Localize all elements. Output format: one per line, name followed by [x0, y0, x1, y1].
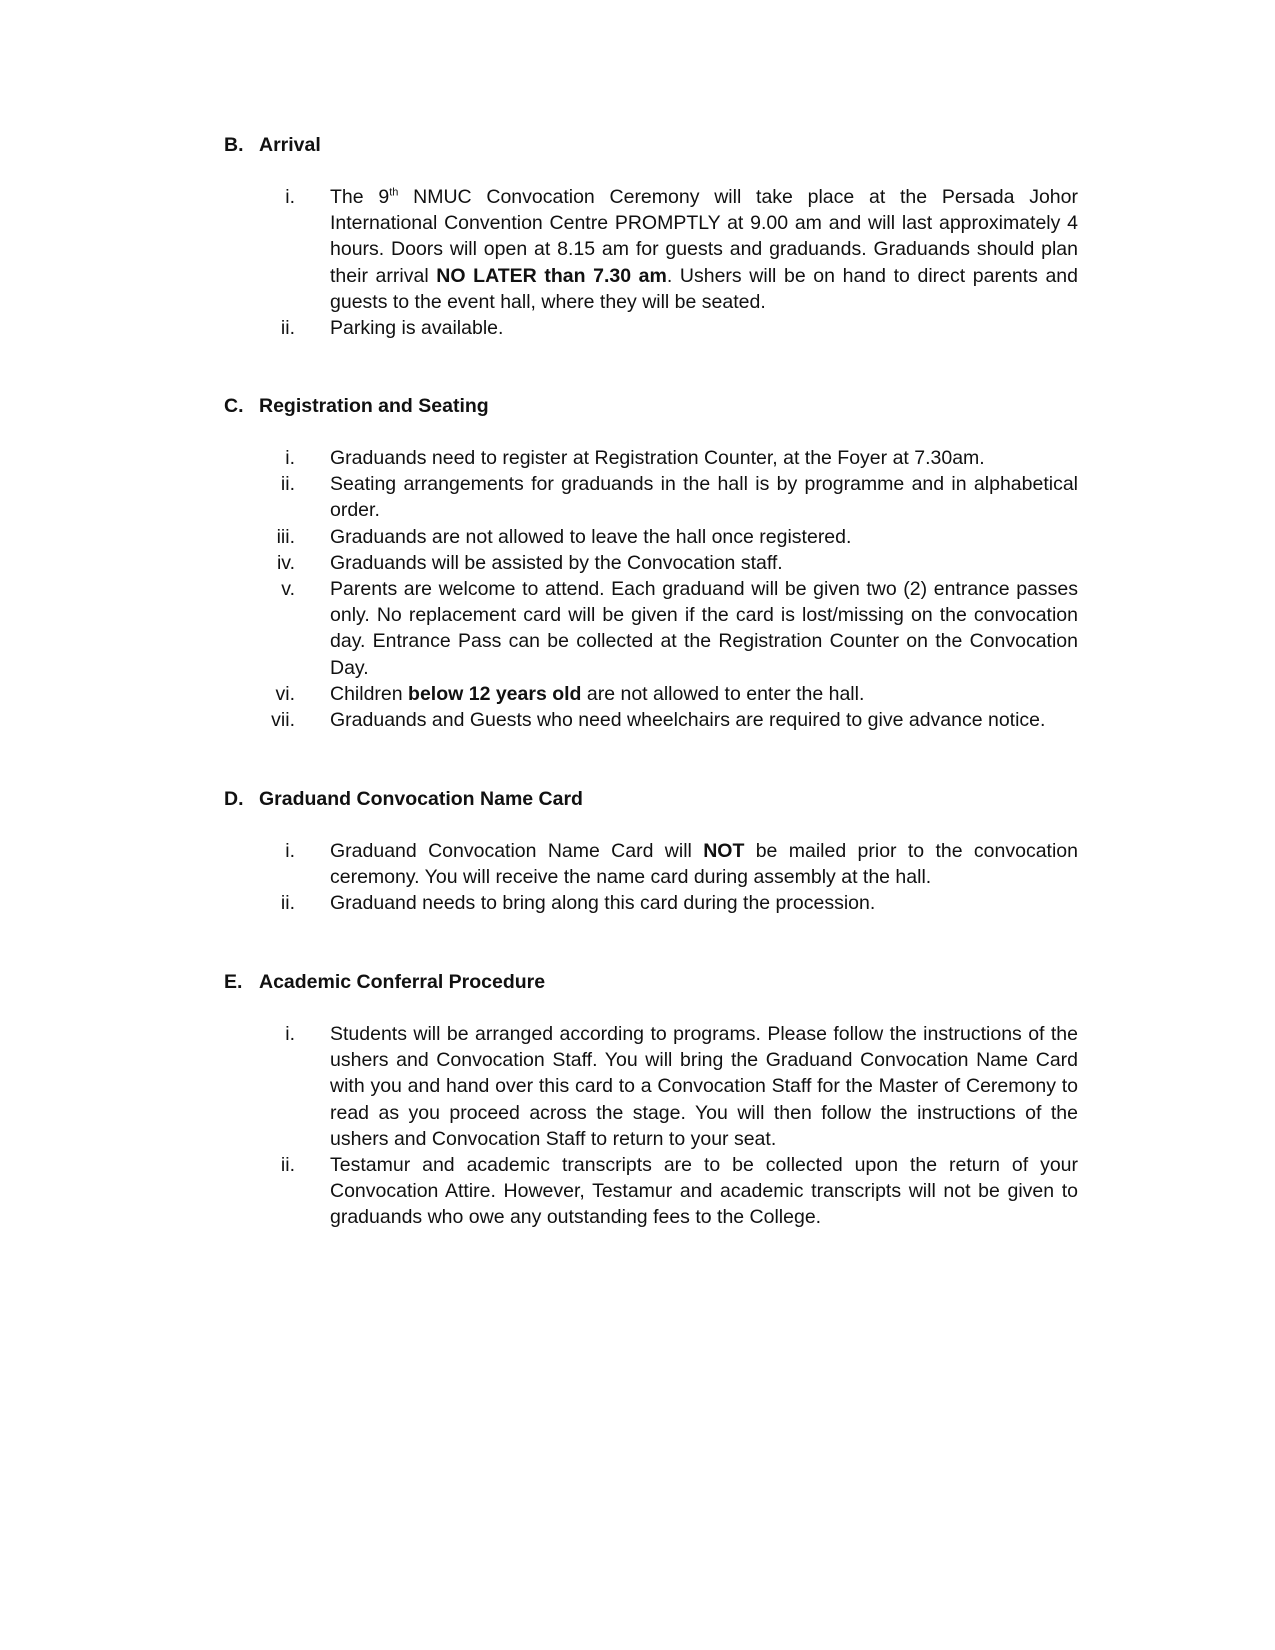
section-title: Arrival — [259, 134, 321, 156]
list-item — [224, 184, 1084, 315]
section-arrival — [224, 132, 1084, 341]
list-item-number: iv. — [276, 551, 295, 574]
section-heading — [224, 786, 1084, 812]
text-run: Graduands need to register at Registration Counter, at the Foyer at 7.30am. — [330, 447, 985, 469]
list-item-number: i. — [285, 447, 295, 469]
text-run: Graduand needs to bring along this card during the procession. — [330, 892, 876, 915]
list-item-number: ii. — [280, 317, 295, 340]
list-item — [224, 707, 1084, 733]
list-item — [224, 1152, 1084, 1231]
list-item — [224, 838, 1084, 890]
list-item-number: i. — [285, 186, 295, 208]
text-run: Parking is available. — [330, 317, 504, 340]
text-run: Graduands are not allowed to leave the hall once registered. — [330, 525, 852, 548]
list-item-number: iii. — [276, 525, 295, 548]
section-registration-seating — [224, 393, 1084, 733]
list-item-number: ii. — [280, 1154, 295, 1177]
text-run: The 9 — [330, 186, 390, 208]
item-list — [224, 184, 1084, 341]
text-run: Children — [330, 682, 409, 705]
list-item-text — [330, 1152, 1078, 1231]
list-item-number: i. — [285, 840, 295, 862]
section-title: Graduand Convocation Name Card — [259, 788, 583, 810]
section-academic-conferral — [224, 969, 1084, 1231]
list-item-number: ii. — [280, 892, 295, 915]
list-item — [224, 550, 1084, 576]
list-item — [224, 445, 1084, 471]
list-item-number: ii. — [280, 473, 295, 496]
text-run: . Ushers will be on hand to direct parents and guests to the event hall, where they will be seated. — [330, 264, 1078, 313]
text-run: Parents are welcome to attend. Each graduand will be given two (2) entrance passes only. No replacement card will be given if the card is lost/missing on the convocation day. Entrance Pass can be collected at the Registration Counter on the Convocation Day. — [330, 578, 1078, 679]
item-list — [224, 1021, 1084, 1231]
list-item-text — [330, 550, 1078, 576]
bold-text: below 12 years old — [408, 682, 582, 705]
list-item-number: i. — [285, 1023, 295, 1045]
text-run: NMUC Convocation Ceremony will take place at the Persada Johor International Convention Centre PROMPTLY at 9.00 am and will last approximately 4 hours. Doors will open at 8.15 am for guests and graduands. Graduands should plan their arrival — [330, 186, 1078, 287]
list-item — [224, 576, 1084, 681]
text-run: Testamur and academic transcripts are to be collected upon the return of your Convocation Attire. However, Testamur and academic transcripts will not be given to graduands who owe any outstanding fees to the College. — [330, 1154, 1078, 1229]
list-item-number: v. — [281, 578, 295, 601]
section-title: Registration and Seating — [259, 395, 489, 417]
text-run: Students will be arranged according to programs. Please follow the instructions of the ushers and Convocation Staff. You will bring the Graduand Convocation Name Card with you and hand over this card to a Convocation Staff for the Master of Ceremony to read as you proceed across the stage. You will then follow the instructions of the ushers and Convocation Staff to return to your seat. — [330, 1023, 1078, 1150]
text-run: Graduands will be assisted by the Convocation staff. — [330, 551, 783, 574]
list-item — [224, 1021, 1084, 1152]
item-list — [224, 838, 1084, 917]
list-item — [224, 890, 1084, 916]
section-letter: E. — [224, 971, 243, 993]
section-heading — [224, 132, 1084, 158]
section-heading — [224, 393, 1084, 419]
superscript: th — [389, 186, 399, 199]
list-item — [224, 524, 1084, 550]
list-item-text — [330, 681, 1078, 707]
text-run: are not allowed to enter the hall. — [581, 682, 865, 705]
section-letter: D. — [224, 788, 244, 810]
list-item-text — [330, 184, 1078, 315]
list-item-text — [330, 890, 1078, 916]
list-item-number: vi. — [275, 682, 295, 705]
section-letter: B. — [224, 134, 244, 156]
section-title: Academic Conferral Procedure — [259, 971, 546, 993]
text-run: Graduand Convocation Name Card will — [330, 840, 704, 862]
list-item-text — [330, 838, 1078, 890]
bold-text: NO LATER than 7.30 am — [436, 264, 667, 287]
section-name-card — [224, 786, 1084, 917]
list-item-text — [330, 524, 1078, 550]
list-item — [224, 471, 1084, 523]
list-item-number: vii. — [271, 709, 295, 732]
list-item — [224, 681, 1084, 707]
list-item-text — [330, 315, 1078, 341]
item-list — [224, 445, 1084, 733]
bold-text: NOT — [703, 840, 745, 862]
section-heading — [224, 969, 1084, 995]
list-item-text — [330, 576, 1078, 681]
list-item-text — [330, 707, 1078, 733]
text-run: be mailed prior to the convocation ceremony. You will receive the name card during assembly at the hall. — [330, 840, 1078, 889]
section-letter: C. — [224, 395, 244, 417]
list-item — [224, 315, 1084, 341]
list-item-text — [330, 471, 1078, 523]
list-item-text — [330, 1021, 1078, 1152]
text-run: Graduands and Guests who need wheelchairs are required to give advance notice. — [330, 709, 1046, 732]
text-run: Seating arrangements for graduands in the hall is by programme and in alphabetical order. — [330, 473, 1078, 522]
list-item-text — [330, 445, 1078, 471]
